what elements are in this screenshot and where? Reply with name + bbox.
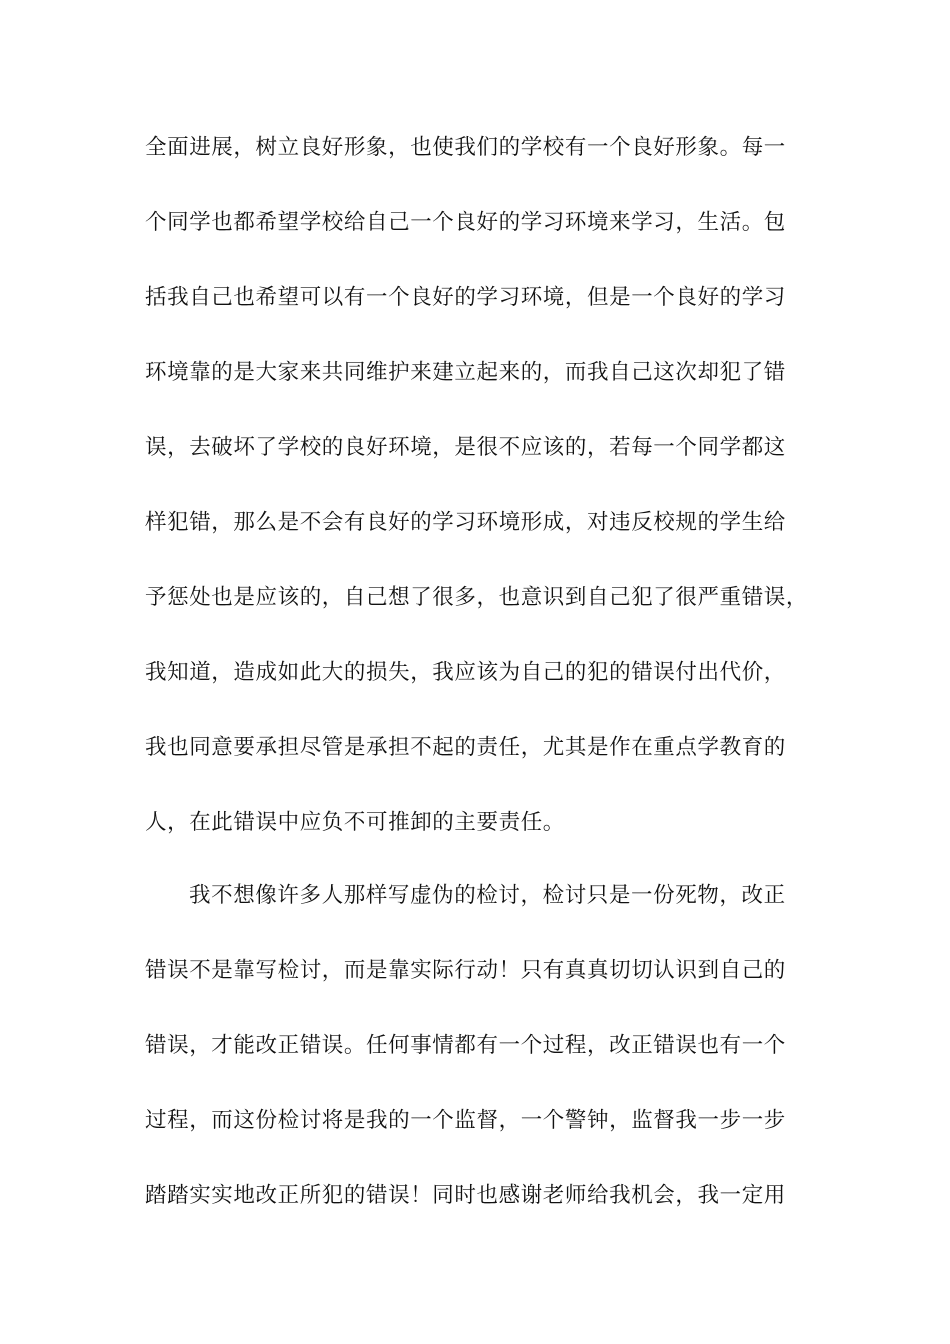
text-line-9: 我也同意要承担尽管是承担不起的责任，尤其是作在重点学教育的 <box>145 735 786 760</box>
text-line-12: 错误不是靠写检讨，而是靠实际行动！只有真真切切认识到自己的 <box>145 958 786 983</box>
text-line-8: 我知道，造成如此大的损失，我应该为自己的犯的错误付出代价， <box>145 660 786 685</box>
text-line-15: 踏踏实实地改正所犯的错误！同时也感谢老师给我机会，我一定用 <box>145 1183 786 1208</box>
text-line-7: 予惩处也是应该的，自己想了很多，也意识到自己犯了很严重错误， <box>145 585 809 610</box>
text-line-13: 错误，才能改正错误。任何事情都有一个过程，改正错误也有一个 <box>145 1033 786 1058</box>
text-line-2: 个同学也都希望学校给自己一个良好的学习环境来学习，生活。包 <box>145 210 786 235</box>
text-line-14: 过程，而这份检讨将是我的一个监督，一个警钟，监督我一步一步 <box>145 1108 786 1133</box>
text-line-5: 误，去破坏了学校的良好环境，是很不应该的，若每一个同学都这 <box>145 435 786 460</box>
text-line-11: 我不想像许多人那样写虚伪的检讨，检讨只是一份死物，改正 <box>189 883 786 908</box>
text-line-10: 人，在此错误中应负不可推卸的主要责任。 <box>145 810 565 835</box>
text-line-1: 全面进展，树立良好形象，也使我们的学校有一个良好形象。每一 <box>145 135 786 160</box>
text-line-4: 环境靠的是大家来共同维护来建立起来的，而我自己这次却犯了错 <box>145 360 786 385</box>
text-line-6: 样犯错，那么是不会有良好的学习环境形成，对违反校规的学生给 <box>145 510 786 535</box>
text-line-3: 括我自己也希望可以有一个良好的学习环境，但是一个良好的学习 <box>145 285 786 310</box>
